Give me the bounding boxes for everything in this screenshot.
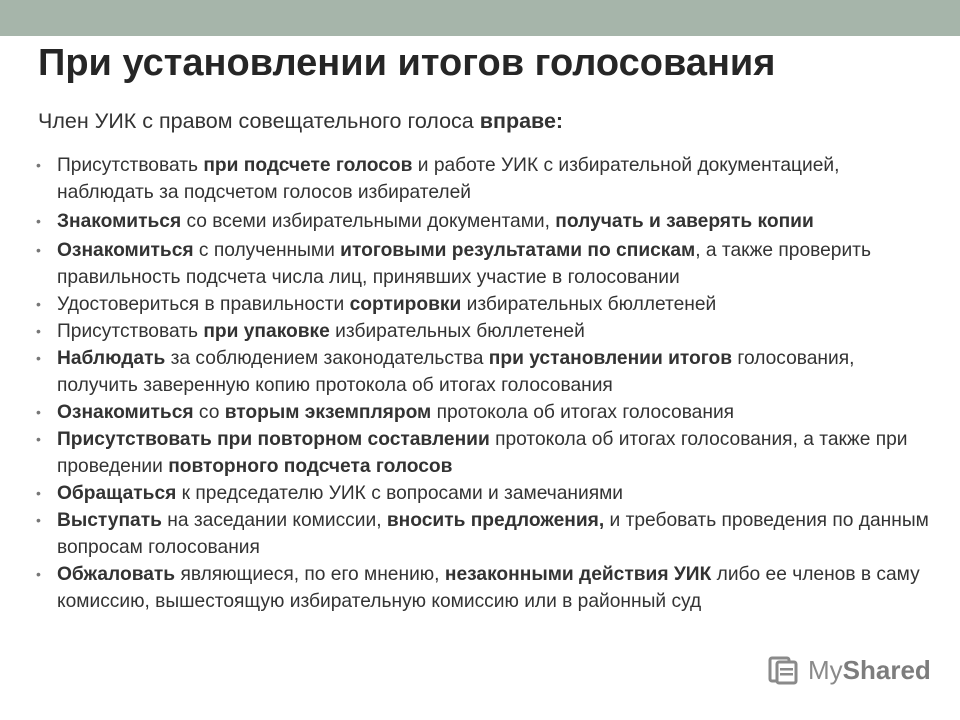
bullet-dot: •: [36, 213, 41, 229]
bold-run: незаконными действия УИК: [444, 564, 712, 585]
list-item-text: [57, 291, 936, 318]
list-item-text: [57, 208, 936, 235]
bullet-dot: •: [36, 404, 41, 420]
bold-run: повторного подсчета голосов: [168, 456, 453, 477]
text-run: на заседании комиссии,: [161, 510, 387, 531]
bullet-dot: •: [36, 296, 41, 312]
bold-run: Выступать: [57, 510, 162, 531]
rights-list: [36, 152, 936, 615]
list-item-text: [57, 318, 936, 345]
slide-title: При установлении итогов голосования: [38, 42, 776, 84]
subtitle-bold: вправе:: [479, 109, 564, 133]
bold-run: Обжаловать: [57, 564, 176, 585]
text-run: и требовать проведения по данным вопросам голосования: [57, 510, 929, 558]
list-item: [36, 480, 936, 507]
bullet-dot: •: [36, 512, 41, 528]
bold-run: при упаковке: [203, 321, 330, 342]
bullet-dot: •: [36, 566, 41, 582]
text-run: либо ее членов в саму комиссию, вышестоящую избирательную комиссию или в районный суд: [57, 564, 920, 612]
list-item-text: [57, 152, 936, 206]
list-item: [36, 291, 936, 318]
watermark-prefix: My: [808, 655, 843, 685]
text-run: и работе УИК с избирательной документацией, наблюдать за подсчетом голосов избирателей: [57, 155, 840, 203]
text-run: , а также проверить правильность подсчета числа лиц, принявших участие в голосовании: [57, 240, 871, 288]
text-run: за соблюдением законодательства: [165, 348, 489, 369]
bold-run: Наблюдать: [57, 348, 166, 369]
list-item: [36, 208, 936, 235]
text-run: избирательных бюллетеней: [329, 321, 585, 342]
bold-run: получать и заверять копии: [555, 211, 814, 232]
list-item: [36, 399, 936, 426]
list-item: [36, 426, 936, 480]
list-item: [36, 237, 936, 291]
bold-run: Ознакомиться: [57, 240, 194, 261]
list-item: [36, 507, 936, 561]
bold-run: Обращаться: [57, 483, 177, 504]
list-item-text: [57, 507, 936, 561]
list-item-text: [57, 480, 936, 507]
list-item-text: [57, 345, 936, 399]
list-item: [36, 561, 936, 615]
watermark-brand: Shared: [842, 655, 931, 685]
bullet-dot: •: [36, 323, 41, 339]
list-item: [36, 152, 936, 206]
bold-run: Присутствовать при повторном составлении: [57, 429, 490, 450]
list-item: [36, 318, 936, 345]
list-item-text: [57, 426, 936, 480]
top-accent-bar: [0, 0, 960, 36]
bold-run: сортировки: [349, 294, 462, 315]
text-run: к председателю УИК с вопросами и замечаниями: [176, 483, 624, 504]
list-item: [36, 345, 936, 399]
text-run: Удостовериться в правильности: [57, 294, 350, 315]
bullet-dot: •: [36, 485, 41, 501]
bullet-dot: •: [36, 350, 41, 366]
list-item-text: [57, 561, 936, 615]
bullet-dot: •: [36, 157, 41, 173]
text-run: со: [193, 402, 225, 423]
bold-run: вносить предложения,: [386, 510, 605, 531]
mysharedd-logo-icon: [768, 656, 802, 686]
bold-run: вторым экземпляром: [224, 402, 432, 423]
myshared-watermark: [768, 655, 931, 686]
bullet-dot: •: [36, 242, 41, 258]
bold-run: при подсчете голосов: [203, 155, 413, 176]
slide-subtitle: [38, 109, 563, 134]
list-item-text: [57, 399, 936, 426]
text-run: протокола об итогах голосования: [431, 402, 735, 423]
bold-run: Знакомиться: [57, 211, 182, 232]
text-run: являющиеся, по его мнению,: [175, 564, 445, 585]
text-run: протокола об итогах голосования, а также при проведении: [57, 429, 908, 477]
bold-run: Ознакомиться: [57, 402, 194, 423]
bold-run: итоговыми результатами по спискам: [340, 240, 696, 261]
bold-run: при установлении итогов: [488, 348, 733, 369]
text-run: с полученными: [193, 240, 341, 261]
text-run: со всеми избирательными документами,: [181, 211, 556, 232]
bullet-dot: •: [36, 431, 41, 447]
text-run: Присутствовать: [57, 155, 204, 176]
list-item-text: [57, 237, 936, 291]
text-run: голосования, получить заверенную копию протокола об итогах голосования: [57, 348, 855, 396]
subtitle-text: Член УИК с правом совещательного голоса: [38, 109, 480, 133]
text-run: избирательных бюллетеней: [461, 294, 717, 315]
text-run: Присутствовать: [57, 321, 204, 342]
